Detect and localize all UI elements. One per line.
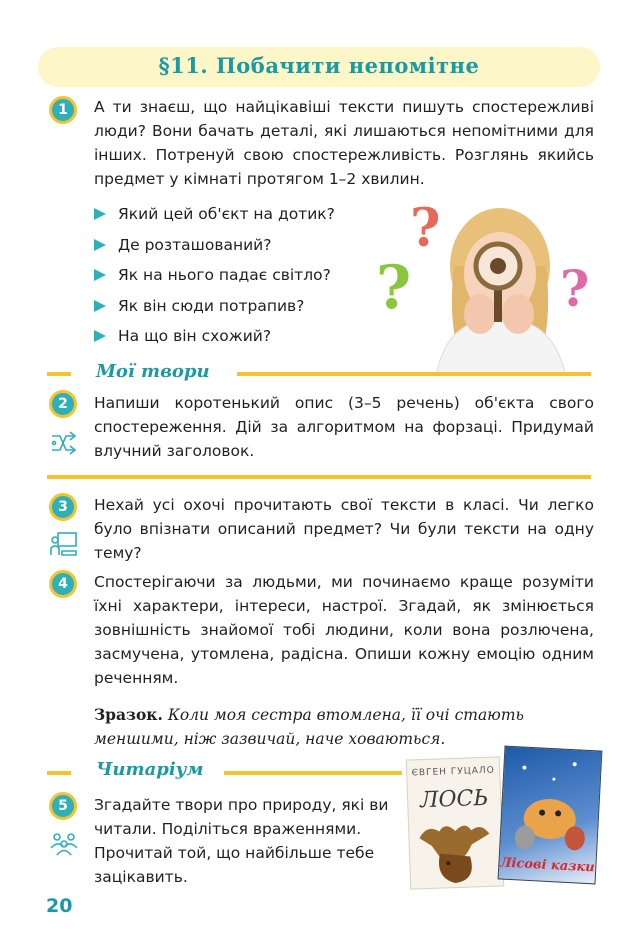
- question-mark-icon: ?: [560, 259, 590, 318]
- task-number-2: 2: [49, 390, 77, 418]
- girl-magnifier-illustration: [376, 196, 602, 376]
- book-title: ЛОСЬ: [419, 785, 489, 814]
- task-3-text: Нехай усі охочі прочитають свої тексти в класі. Чи легко було впізнати описаний предмет? Чи були тексти на одну тему?: [94, 496, 594, 562]
- triangle-bullet-icon: [94, 239, 106, 251]
- algorithm-icon: [50, 430, 78, 456]
- question-mark-icon: ?: [410, 198, 441, 259]
- triangle-bullet-icon: [94, 269, 106, 281]
- page-title: §11. Побачити непомітне: [158, 53, 480, 78]
- moose-icon: [409, 815, 503, 888]
- question-item: На що він схожий?: [94, 321, 335, 352]
- question-item: Де розташований?: [94, 230, 335, 261]
- section-heading-reading: Читаріум: [96, 759, 204, 780]
- presentation-icon: [50, 531, 78, 557]
- triangle-bullet-icon: [94, 330, 106, 342]
- task-number-5: 5: [49, 792, 77, 820]
- task-4-text: Спостерігаючи за людьми, ми починаємо краще розуміти їхні характери, інтереси, настрої. Згадай, як змінюється зовнішність знайомої тобі людини, коли вона розлючена, засмучена, утомлена, радісна. Опиши кожну емоцію одним реченням.: [94, 573, 594, 687]
- section-line-left: [47, 372, 71, 376]
- question-mark-icon: ?: [376, 253, 412, 323]
- task-5-text: Згадайте твори про природу, які ви читали. Поділіться враженнями. Прочитай той, що найбільше тебе зацікавить.: [94, 796, 389, 886]
- divider-line: [47, 475, 591, 479]
- task-1-text: А ти знаєш, що найцікавіші тексти пишуть спостережливі люди? Вони бачать деталі, які лишаються непомітними для інших. Потренуй свою спостережливість. Розглянь якийсь предмет у кімнаті протягом 1–2 хвилин.: [94, 98, 594, 188]
- book-cover-los: [406, 756, 504, 889]
- book-author: ЄВГЕН ГУЦАЛО: [411, 765, 495, 779]
- section-line-left: [47, 771, 71, 775]
- triangle-bullet-icon: [94, 300, 106, 312]
- question-item: Який цей об'єкт на дотик?: [94, 199, 335, 230]
- task-2-text: Напиши коротенький опис (3–5 речень) об'єкта свого спостереження. Дій за алгоритмом на форзаці. Придумай влучний заголовок.: [94, 394, 594, 460]
- book-cover-forest-tales: [498, 746, 603, 885]
- section-line-right: [224, 771, 402, 775]
- sample-label: Зразок.: [94, 705, 163, 724]
- task-number-3: 3: [49, 493, 77, 521]
- sample-text: Зразок. Коли моя сестра втомлена, її очі стають меншими, ніж зазвичай, наче ховаються.: [94, 705, 524, 748]
- task-number-4: 4: [49, 570, 77, 598]
- section-line-right: [237, 372, 591, 376]
- page-number: 20: [46, 895, 73, 917]
- question-list: [94, 199, 335, 352]
- book-title: Лісові казки: [499, 855, 596, 876]
- question-item: Як він сюди потрапив?: [94, 291, 335, 322]
- question-item: Як на нього падає світло?: [94, 260, 335, 291]
- task-number-1: 1: [49, 96, 77, 124]
- triangle-bullet-icon: [94, 208, 106, 220]
- section-heading-my-works: Мої твори: [96, 361, 210, 382]
- group-icon: [49, 832, 79, 856]
- title-bar: [38, 47, 600, 87]
